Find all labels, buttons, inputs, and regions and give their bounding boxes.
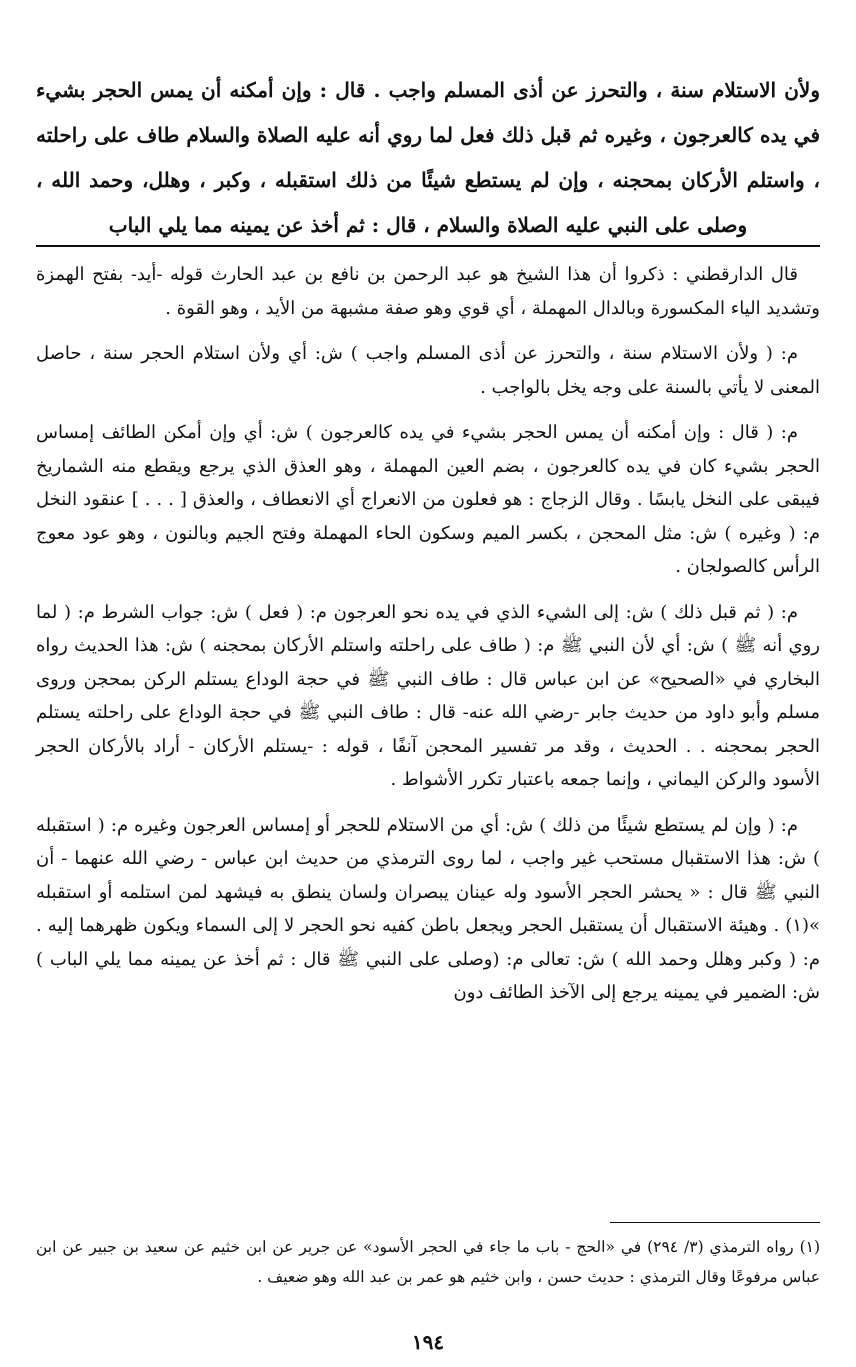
book-page [36, 0, 820, 1367]
commentary-paragraph: م: ( ولأن الاستلام سنة ، والتحرز عن أذى المسلم واجب ) ش: أي ولأن استلام الحجر سنة ، حاصل المعنى لا يأتي بالسنة على وجه يخل بالواجب . [36, 343, 820, 398]
matn-text: ولأن الاستلام سنة ، والتحرز عن أذى المسلم واجب . قال : وإن أمكنه أن يمس الحجر بشيء في يده كالعرجون ، وغيره ثم قبل ذلك فعل لما روي أنه عليه الصلاة والسلام طاف على راحلته ، واستلم الأركان بمحجنه ، وإن لم يستطع شيئًا من ذلك استقبله ، وكبر ، وهلل، وحمد الله ، وصلى على النبي عليه الصلاة والسلام ، قال : ثم أخذ عن يمينه مما يلي الباب [36, 78, 820, 237]
footnote-divider [610, 1222, 820, 1223]
commentary-paragraph: قال الدارقطني : ذكروا أن هذا الشيخ هو عبد الرحمن بن نافع بن عبد الحارث قوله -أيد- بفتح الهمزة وتشديد الياء المكسورة وبالدال المهملة ، أي قوي وهو صفة مشبهة من الأيد ، وهو القوة . [36, 264, 820, 319]
commentary [36, 258, 820, 1022]
commentary-paragraph: م: ( قال : وإن أمكنه أن يمس الحجر بشيء في يده كالعرجون ) ش: أي وإن أمكن الطائف إمساس الحجر بشيء كان في يده كالعرجون ، بضم العين المهملة ، وهو العذق الذي يرجع ويقطع منه الشماريخ فيبقى على النخل يابسًا . وقال الزجاج : هو فعلون من الانعراج أي الانعطاف ، والعذق [ . . . ] عنقود النخل م: ( وغيره ) ش: مثل المحجن ، بكسر الميم وسكون الحاء المهملة وفتح الجيم وبالنون ، وهو عود معوج الرأس كالصولجان . [36, 422, 820, 577]
commentary-paragraph: م: ( وإن لم يستطع شيئًا من ذلك ) ش: أي من الاستلام للحجر أو إمساس العرجون وغيره م: ( استقبله ) ش: هذا الاستقبال مستحب غير واجب ، لما روى الترمذي من حديث ابن عباس - رضي الله عنهما - أن النبي ﷺ قال : « يحشر الحجر الأسود وله عينان يبصران ولسان ينطق به فيشهد لمن استلمه أو استقبله »(١) . وهيئة الاستقبال أن يستقبل الحجر ويجعل باطن كفيه نحو الحجر لا إلى السماء ويكون ظهرهما إليه . م: ( وكبر وهلل وحمد الله ) ش: تعالى م: (وصلى على النبي ﷺ قال : ثم أخذ عن يمينه مما يلي الباب ) ش: الضمير في يمينه يرجع إلى الآخذ الطائف دون [36, 814, 820, 1003]
commentary-paragraph: م: ( ثم قبل ذلك ) ش: إلى الشيء الذي في يده نحو العرجون م: ( فعل ) ش: جواب الشرط م: ( لما روي أنه ﷺ ) ش: أي لأن النبي ﷺ م: ( طاف على راحلته واستلم الأركان بمحجنه ) ش: هذا الحديث رواه البخاري في «الصحيح» عن ابن عباس قال : طاف النبي ﷺ في حجة الوداع يستلم الركن بمحجن وروى مسلم وأبو داود من حديث جابر -رضي الله عنه- قال : طاف النبي ﷺ في حجة الوداع على راحلته يستلم الحجر بمحجنه . . الحديث ، وقد مر تفسير المحجن آنفًا ، قوله : -يستلم الأركان - أراد بالأركان الحجر الأسود والركن اليماني ، وإنما جمعه باعتبار تكرر الأشواط . [36, 601, 820, 790]
page-number: ١٩٤ [411, 1330, 445, 1354]
footnote: (١) رواه الترمذي (٣/ ٢٩٤) في «الحج - باب ما جاء في الحجر الأسود» عن جرير عن ابن خثيم عن سعيد بن جبير عن ابن عباس مرفوعًا وقال الترمذي : حديث حسن ، وابن خثيم هو عمر بن عبد الله وهو ضعيف . [36, 1238, 821, 1286]
section-divider [36, 245, 820, 247]
